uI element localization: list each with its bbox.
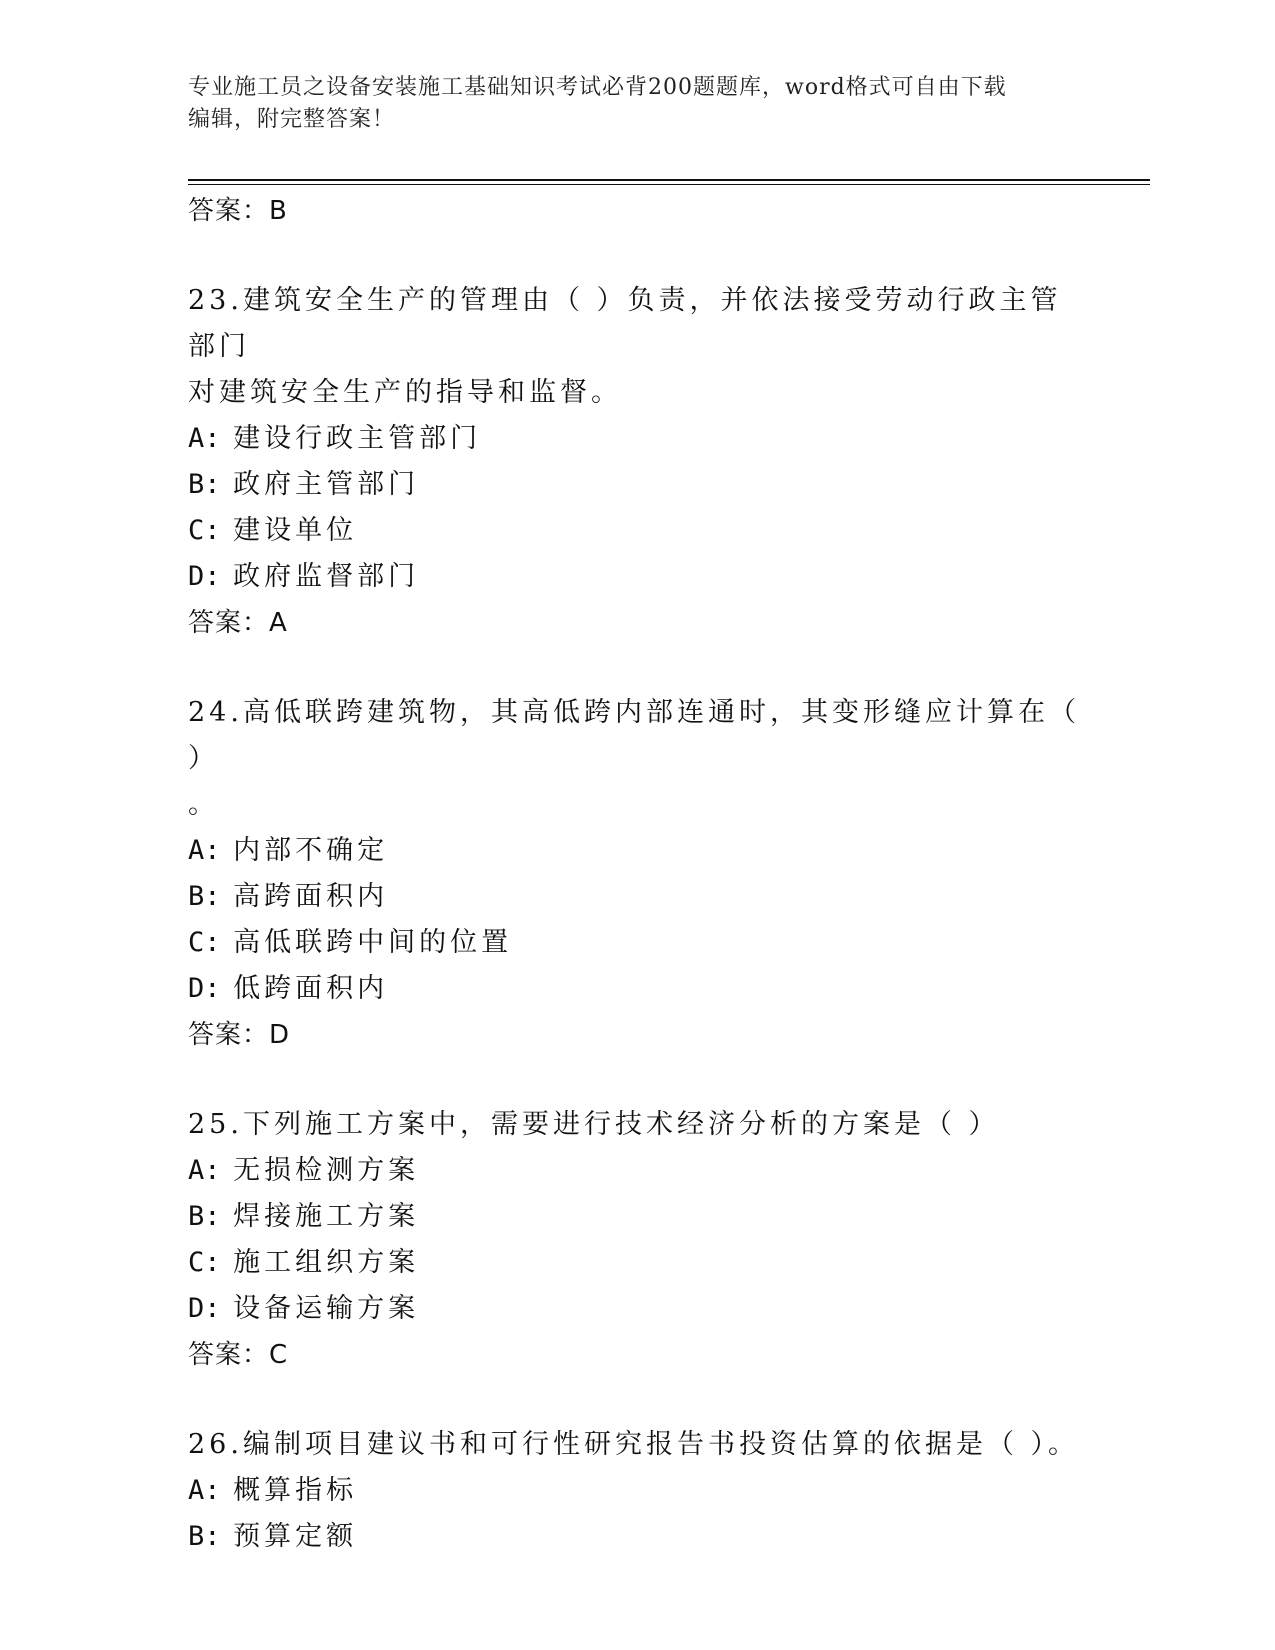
answer-line: 答案：D [188,1020,291,1050]
header-rule-thin [188,184,1150,185]
option-d [188,1286,1088,1332]
option-text: 政府监督部门 [233,561,420,592]
answer-line: 答案：A [188,608,288,638]
option-key: B: [188,469,221,500]
answer-line: 答案：C [188,1340,289,1370]
question-stem-line: 对建筑安全生产的指导和监督。 [188,377,622,408]
question-24 [188,690,1088,1058]
option-key: A: [188,835,221,866]
option-b [188,1194,1088,1240]
header-line-1: 专业施工员之设备安装施工基础知识考试必背200题题库，word格式可自由下载 [188,75,1007,100]
option-c [188,508,1088,554]
option-a [188,1148,1088,1194]
option-key: D: [188,973,221,1004]
option-key: D: [188,1293,221,1324]
option-key: B: [188,1201,221,1232]
question-stem-line: 。 [188,789,219,820]
header-line-2: 编辑，附完整答案！ [188,107,396,132]
option-text: 政府主管部门 [233,469,420,500]
option-c [188,920,1088,966]
question-stem-line: 25.下列施工方案中，需要进行技术经济分析的方案是（ ） [188,1109,1000,1140]
option-text: 建设单位 [233,515,358,546]
option-a [188,416,1088,462]
question-stem [188,690,1088,828]
option-key: B: [188,1521,221,1552]
option-text: 低跨面积内 [233,973,389,1004]
option-b [188,1514,1088,1560]
option-a [188,1468,1088,1514]
option-text: 建设行政主管部门 [233,423,482,454]
question-stem [188,1102,1088,1148]
question-stem-line: 26.编制项目建议书和可行性研究报告书投资估算的依据是（ ）。 [188,1429,1080,1460]
option-b [188,874,1088,920]
question-stem-line: 24.高低联跨建筑物，其高低跨内部连通时，其变形缝应计算在（ ） [188,697,1080,774]
option-key: C: [188,927,221,958]
option-text: 概算指标 [233,1475,358,1506]
question-25 [188,1102,1088,1378]
option-text: 预算定额 [233,1521,358,1552]
option-text: 施工组织方案 [233,1247,420,1278]
question-stem [188,1422,1088,1468]
option-key: A: [188,423,221,454]
option-key: A: [188,1475,221,1506]
option-key: C: [188,1247,221,1278]
option-text: 设备运输方案 [233,1293,420,1324]
option-b [188,462,1088,508]
option-key: C: [188,515,221,546]
option-d [188,554,1088,600]
option-text: 高低联跨中间的位置 [233,927,513,958]
question-stem [188,278,1088,416]
option-d [188,966,1088,1012]
option-text: 无损检测方案 [233,1155,420,1186]
option-key: A: [188,1155,221,1186]
page-header [188,72,1088,136]
option-a [188,828,1088,874]
option-key: B: [188,881,221,912]
option-text: 内部不确定 [233,835,389,866]
question-stem-line: 23.建筑安全生产的管理由（ ）负责，并依法接受劳动行政主管部门 [188,285,1062,362]
question-23 [188,278,1088,646]
option-c [188,1240,1088,1286]
question-26 [188,1422,1088,1560]
option-text: 焊接施工方案 [233,1201,420,1232]
question-list [188,188,1088,1560]
option-text: 高跨面积内 [233,881,389,912]
header-rule-thick [188,179,1150,181]
previous-answer: 答案：B [188,196,288,226]
option-key: D: [188,561,221,592]
